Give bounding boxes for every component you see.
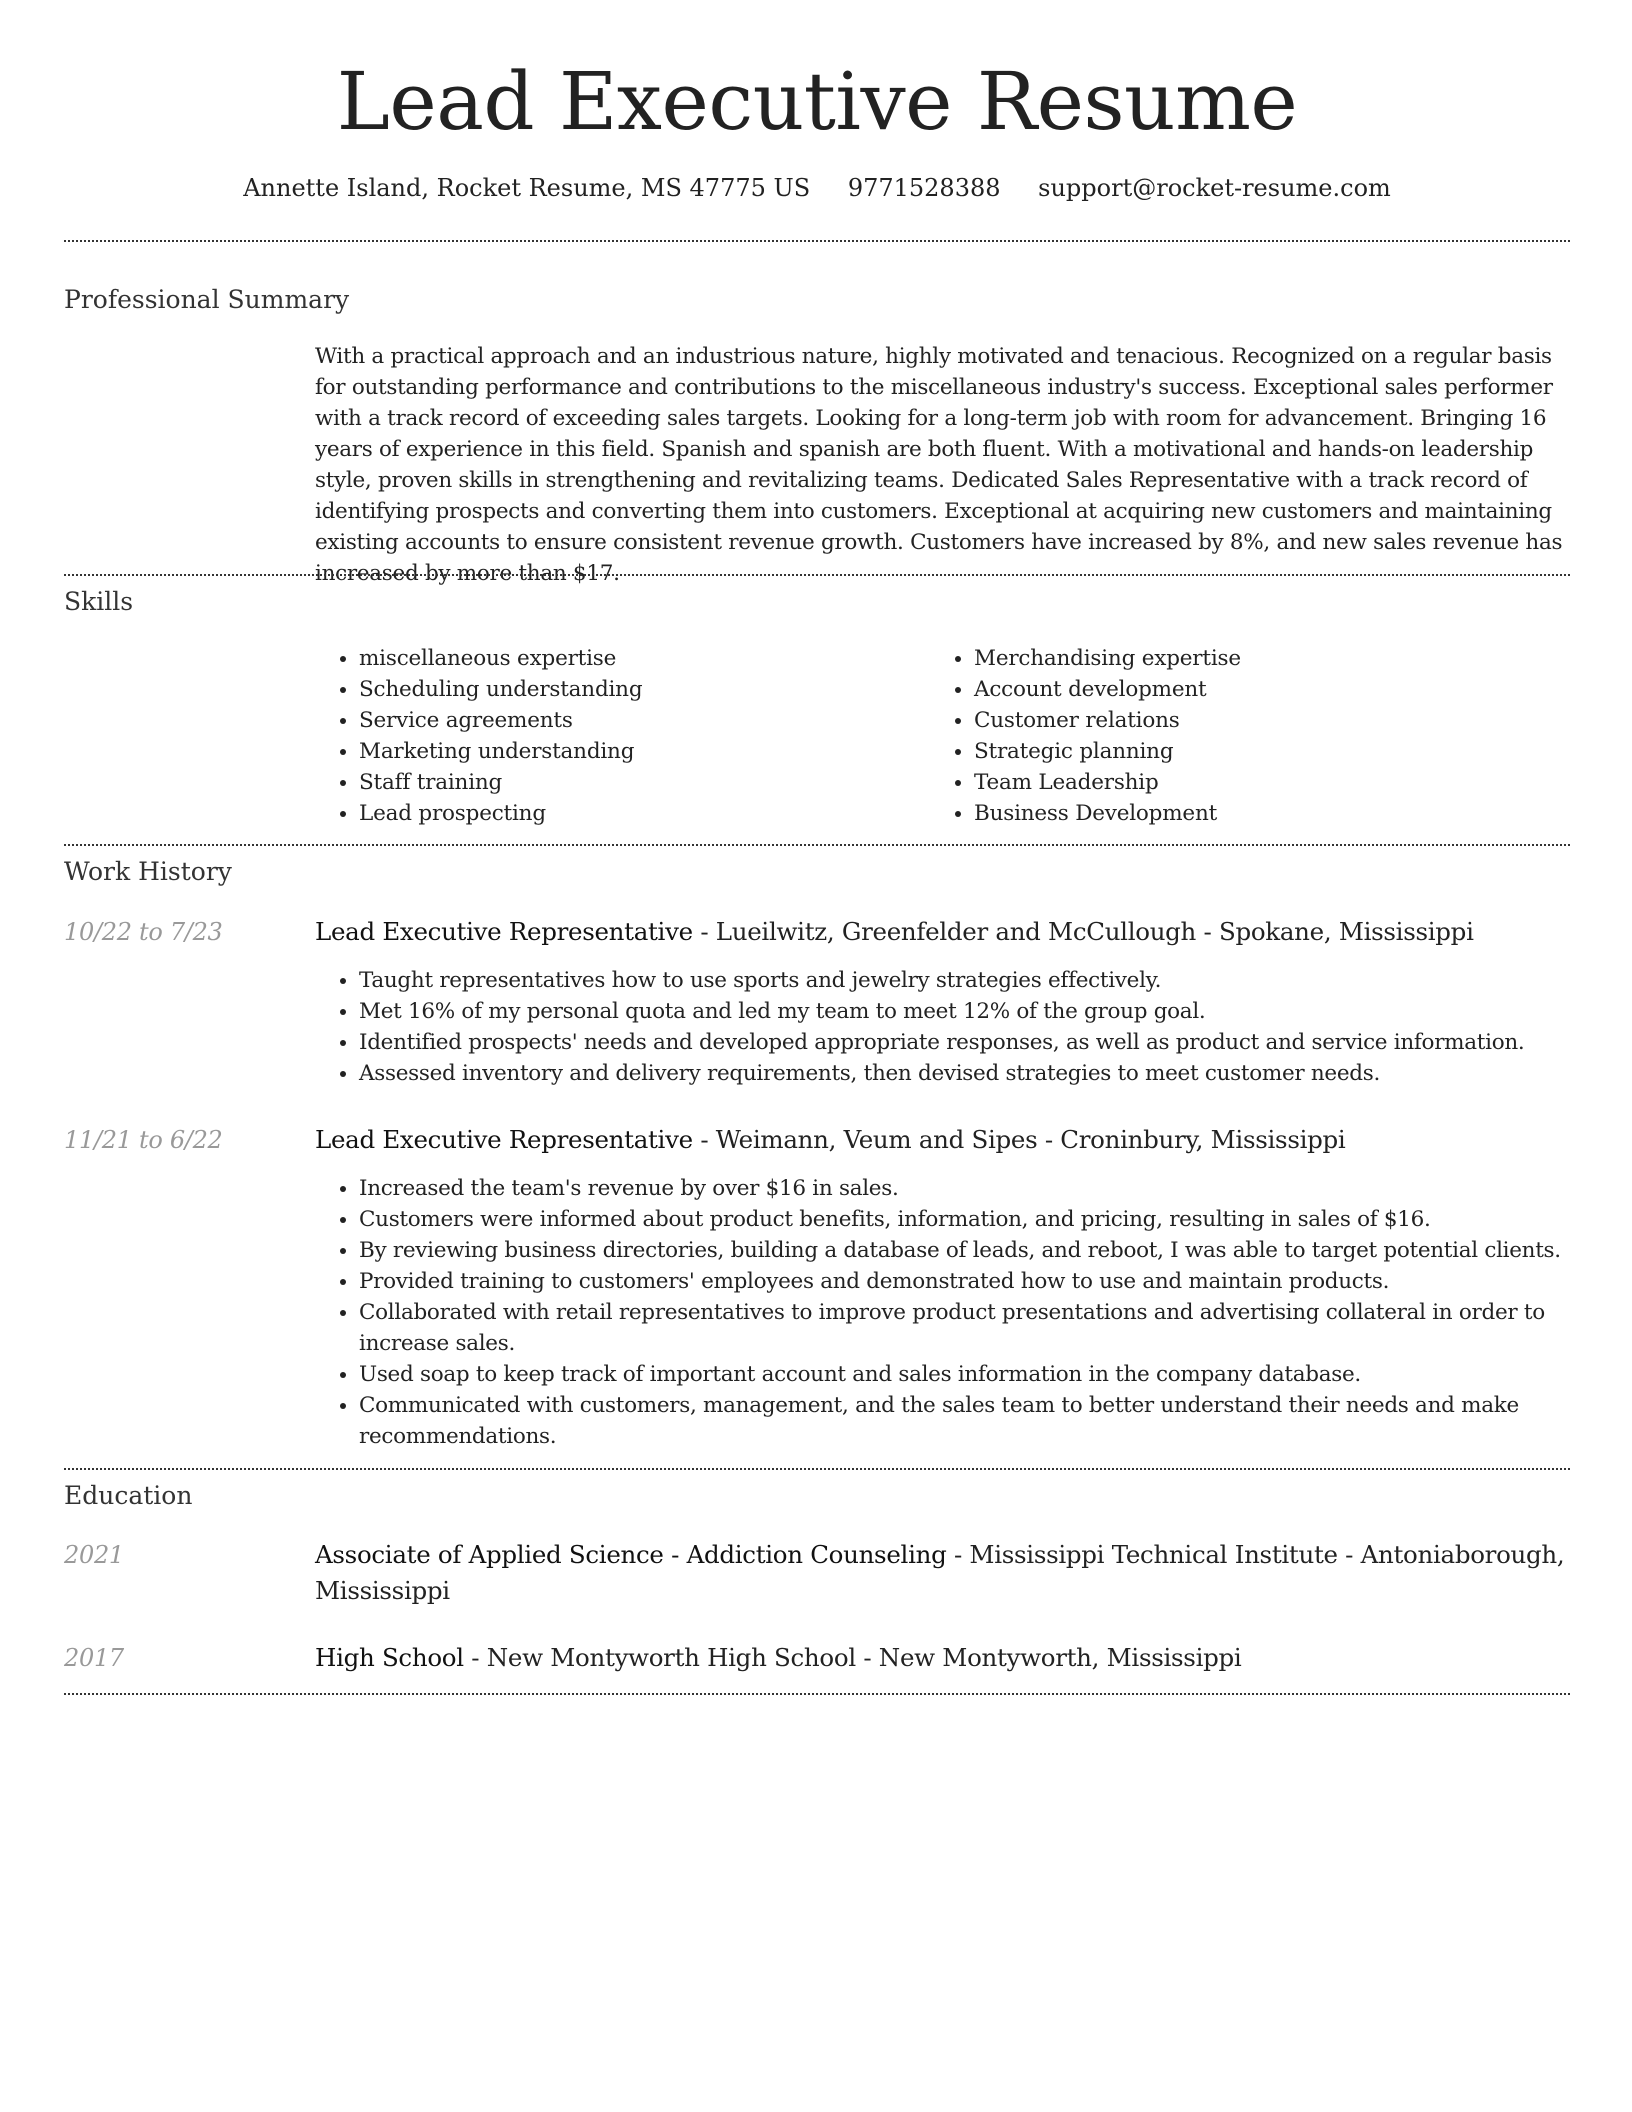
education-degree: Associate of Applied Science - Addiction Counseling (315, 1540, 947, 1569)
skill-item: • Team Leadership (974, 767, 1574, 798)
list-item: • By reviewing business directories, building a database of leads, and reboot, I was able to target potential clients. (359, 1235, 1570, 1266)
section-divider (64, 240, 1570, 242)
section-divider (64, 1693, 1570, 1695)
skill-item: • Merchandising expertise (974, 643, 1574, 674)
education-heading (315, 1537, 1570, 1609)
education-year: 2021 (64, 1541, 124, 1569)
contact-email: support@rocket-resume.com (1038, 174, 1391, 202)
skill-item: • Strategic planning (974, 736, 1574, 767)
section-title-skills: Skills (64, 587, 134, 616)
skill-item: • Service agreements (359, 705, 919, 736)
list-item: • Collaborated with retail representatives to improve product presentations and advertising collateral in order to increase sales. (359, 1297, 1570, 1359)
skill-item: • Customer relations (974, 705, 1574, 736)
resume-title: Lead Executive Resume (336, 55, 1298, 148)
list-item: • Used soap to keep track of important account and sales information in the company database. (359, 1359, 1570, 1390)
skill-item: • miscellaneous expertise (359, 643, 919, 674)
job-bullets (315, 965, 1570, 1089)
skill-item: • Staff training (359, 767, 919, 798)
section-divider (64, 574, 1570, 576)
section-divider (64, 1468, 1570, 1470)
contact-line (64, 170, 1570, 206)
education-heading (315, 1640, 1570, 1676)
skill-item: • Lead prospecting (359, 798, 919, 829)
list-item: • Customers were informed about product benefits, information, and pricing, resulting in sales of $16. (359, 1204, 1570, 1235)
section-title-summary: Professional Summary (64, 285, 350, 314)
list-item: • Met 16% of my personal quota and led my team to meet 12% of the group goal. (359, 996, 1570, 1027)
education-year: 2017 (64, 1644, 124, 1672)
skills-list-right (930, 643, 1574, 829)
education-details: - Mississippi Technical Institute - Antoniaborough, Mississippi (315, 1540, 1565, 1605)
job-details: - Weimann, Veum and Sipes - Croninbury, Mississippi (692, 1125, 1346, 1154)
section-title-work: Work History (64, 857, 232, 886)
job-position: Lead Executive Representative (315, 917, 693, 946)
skill-item: • Marketing understanding (359, 736, 919, 767)
job-heading (315, 914, 1570, 950)
list-item: • Taught representatives how to use sports and jewelry strategies effectively. (359, 965, 1570, 996)
education-degree: High School (315, 1643, 464, 1672)
skill-item: • Scheduling understanding (359, 674, 919, 705)
section-title-education: Education (64, 1481, 193, 1510)
list-item: • Identified prospects' needs and developed appropriate responses, as well as product and service information. (359, 1027, 1570, 1058)
skills-list-left (315, 643, 919, 829)
education-details: - New Montyworth High School - New Montyworth, Mississippi (463, 1643, 1242, 1672)
job-bullets (315, 1173, 1570, 1452)
summary-text: With a practical approach and an industrious nature, highly motivated and tenacious. Recognized on a regular basis for outstanding performance and contributions to the miscellaneous industry's success. Exceptional sales performer with a track record of exceeding sales targets. Looking for a long-term job with room for advancement. Bringing 16 years of experience in this field. Spanish and spanish are both fluent. With a motivational and hands-on leadership style, proven skills in strengthening and revitalizing teams. Dedicated Sales Representative with a track record of identifying prospects and converting them into customers. Exceptional at acquiring new customers and maintaining existing accounts to ensure consistent revenue growth. Customers have increased by 8%, and new sales revenue has increased by more than $17. (315, 344, 1563, 586)
job-details: - Lueilwitz, Greenfelder and McCullough - Spokane, Mississippi (692, 917, 1474, 946)
section-divider (64, 844, 1570, 846)
job-dates: 10/22 to 7/23 (64, 918, 223, 946)
skill-item: • Account development (974, 674, 1574, 705)
list-item: • Provided training to customers' employees and demonstrated how to use and maintain products. (359, 1266, 1570, 1297)
job-heading (315, 1122, 1570, 1158)
job-dates: 11/21 to 6/22 (64, 1126, 223, 1154)
job-position: Lead Executive Representative (315, 1125, 693, 1154)
list-item: • Assessed inventory and delivery requirements, then devised strategies to meet customer needs. (359, 1058, 1570, 1089)
skill-item: • Business Development (974, 798, 1574, 829)
contact-phone: 9771528388 (847, 174, 1001, 202)
list-item: • Increased the team's revenue by over $16 in sales. (359, 1173, 1570, 1204)
list-item: • Communicated with customers, management, and the sales team to better understand their needs and make recommendations. (359, 1390, 1570, 1452)
contact-address: Annette Island, Rocket Resume, MS 47775 US (243, 174, 811, 202)
